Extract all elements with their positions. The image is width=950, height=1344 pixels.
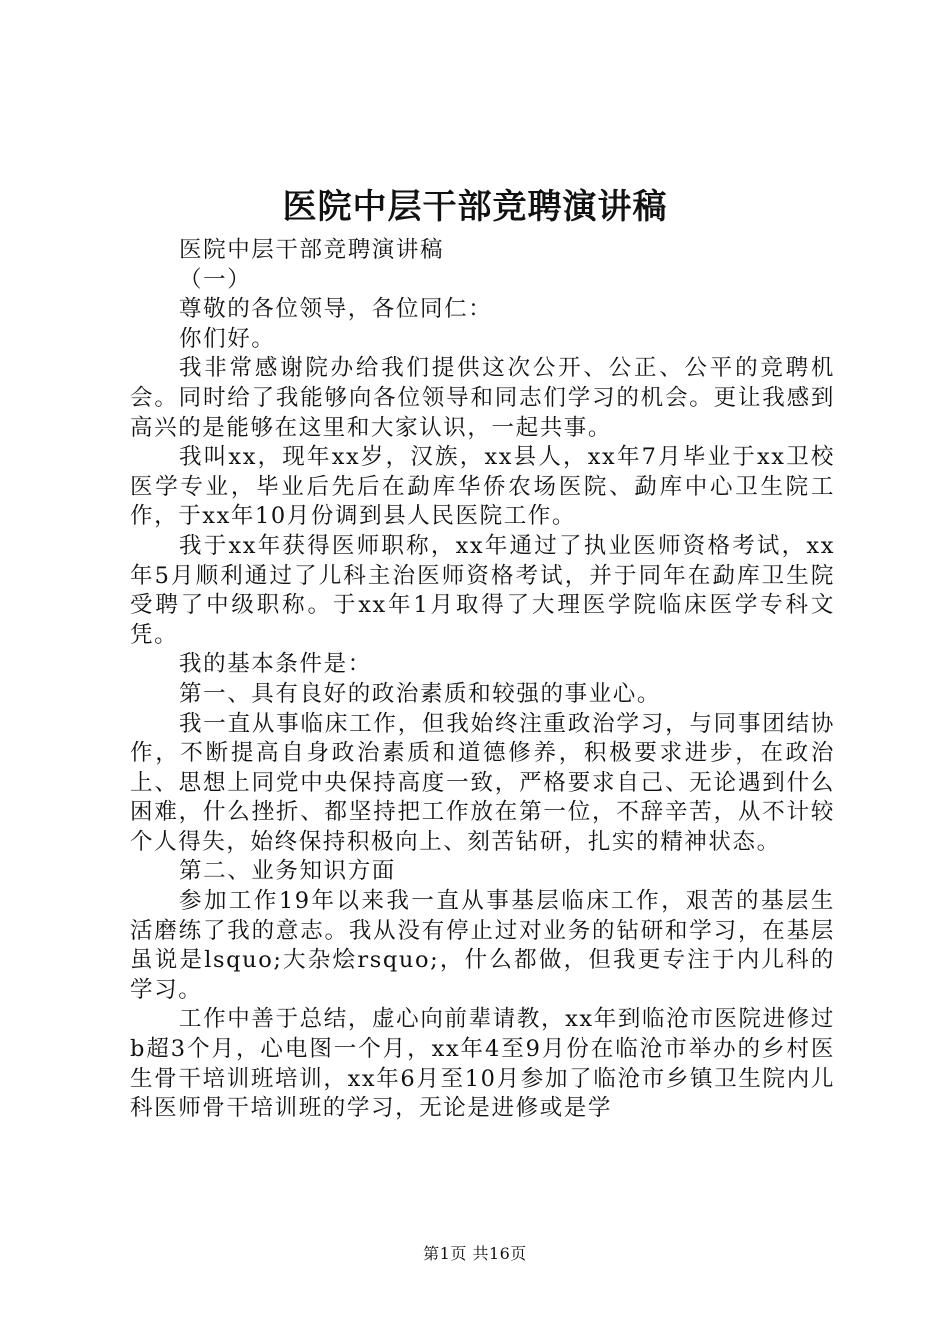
paragraph-training: 工作中善于总结，虚心向前辈请教，xx年到临沧市医院进修过b超3个月，心电图一个月，xx年4至9月份在临沧市举办的乡村医生骨干培训班培训，xx年6月至10月参加了临沧市乡镇卫生院内儿科医师骨干培训班的学习，无论是进修或是学 — [130, 1006, 835, 1122]
paragraph-heading-first: 第一、具有良好的政治素质和较强的事业心。 — [179, 680, 662, 707]
paragraph-political-quality: 我一直从事临床工作，但我始终注重政治学习，与同事团结协作，不断提高自身政治素质和道德修养，积极要求进步，在政治上、思想上同党中央保持高度一致，严格要求自己、无论遇到什么困难，什么挫折、都坚持把工作放在第一位，不辞辛苦，从不计较个人得失，始终保持积极向上、刻苦钻研，扎实的精神状态。 — [130, 710, 835, 855]
document-title: 医院中层干部竞聘演讲稿 — [282, 187, 668, 227]
paragraph-section-number: （一） — [179, 266, 252, 293]
page-footer: 第1页 共16页 — [423, 1244, 527, 1263]
paragraph-salutation: 尊敬的各位领导，各位同仁： — [179, 296, 493, 323]
paragraph-basic-conditions: 我的基本条件是： — [179, 651, 372, 678]
document-body — [130, 236, 835, 1124]
paragraph-heading-second: 第二、业务知识方面 — [179, 858, 396, 885]
paragraph-qualifications: 我于xx年获得医师职称，xx年通过了执业医师资格考试，xx年5月顺利通过了儿科主治医师资格考试，并于同年在勐库卫生院受聘了中级职称。于xx年1月取得了大理医学院临床医学专科文凭。 — [130, 532, 835, 648]
paragraph-greeting: 你们好。 — [179, 325, 276, 352]
paragraph-subtitle: 医院中层干部竞聘演讲稿 — [179, 237, 445, 263]
paragraph-work-experience: 参加工作19年以来我一直从事基层临床工作，艰苦的基层生活磨练了我的意志。我从没有停止过对业务的钻研和学习，在基层虽说是lsquo;大杂烩rsquo;，什么都做，但我更专注于内儿科的学习。 — [130, 888, 835, 1003]
paragraph-self-intro: 我叫xx，现年xx岁，汉族，xx县人，xx年7月毕业于xx卫校医学专业，毕业后先后在勐库华侨农场医院、勐库中心卫生院工作，于xx年10月份调到县人民医院工作。 — [130, 444, 835, 530]
paragraph-thanks: 我非常感谢院办给我们提供这次公开、公正、公平的竞聘机会。同时给了我能够向各位领导和同志们学习的机会。更让我感到高兴的是能够在这里和大家认识，一起共事。 — [130, 355, 835, 441]
